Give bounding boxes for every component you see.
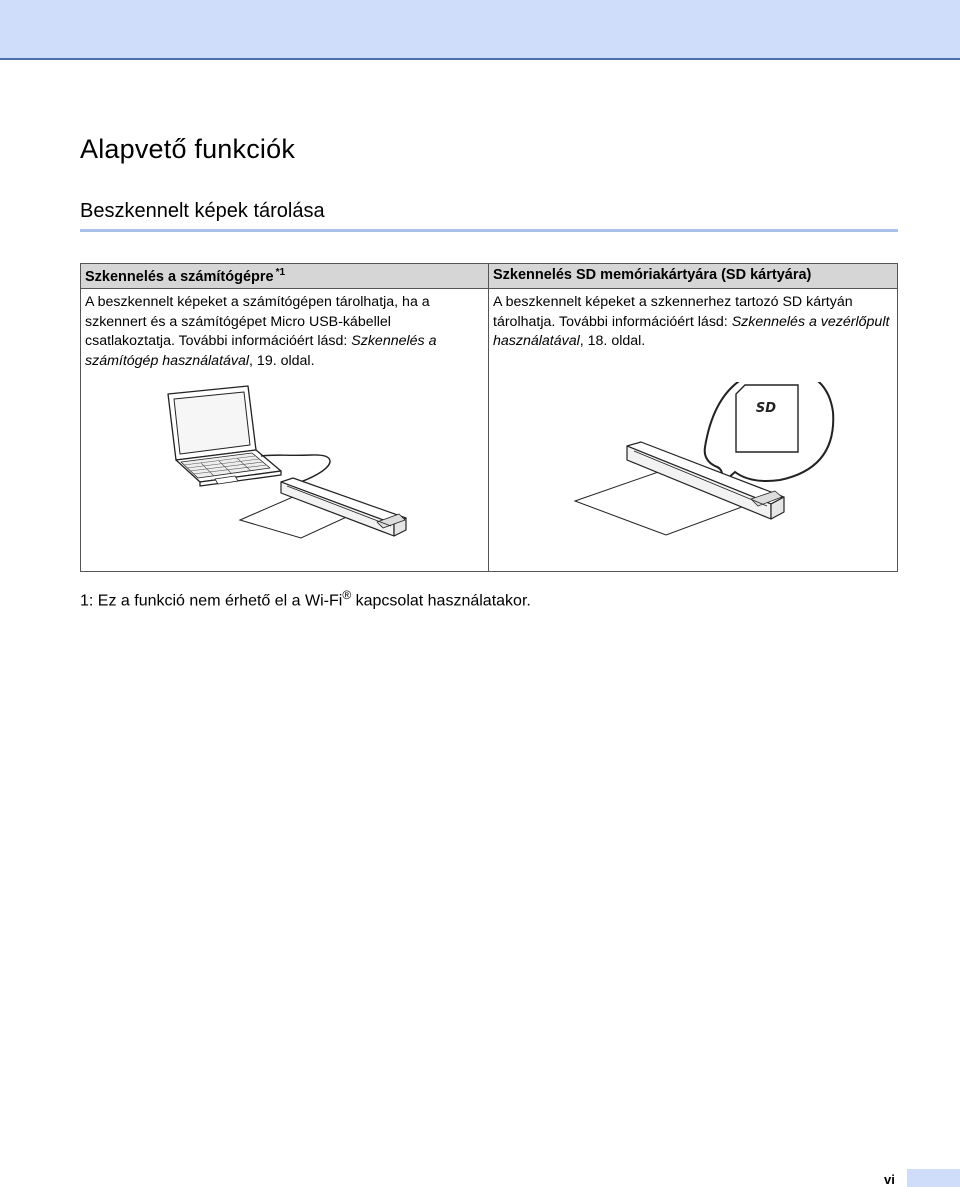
sd-card-icon <box>736 385 798 452</box>
footnote <box>80 588 531 610</box>
section-title: Beszkennelt képek tárolása <box>80 200 325 222</box>
cross-reference-link[interactable]: Szkennelés a számítógép használatával <box>85 333 437 369</box>
column-heading: Szkennelés SD memóriakártyára (SD kártyára) <box>489 264 897 289</box>
scan-to-sd-illustration <box>489 382 897 570</box>
page-reference: , 18. oldal. <box>579 333 646 349</box>
column-description <box>81 289 488 371</box>
laptop-icon <box>168 386 281 486</box>
registered-mark: ® <box>342 588 352 602</box>
description-text: A beszkennelt képeket a szkennerhez tartozó SD kártyán tárolhatja. További információért lásd: <box>493 294 853 330</box>
feature-table <box>80 263 898 572</box>
footnote-text: 1: Ez a funkció nem érhető el a Wi-Fi <box>80 592 343 610</box>
page-number: vi <box>884 1172 895 1187</box>
column-heading <box>81 264 488 289</box>
column-scan-to-pc <box>81 264 489 571</box>
column-scan-to-sd <box>489 264 897 571</box>
description-text: A beszkennelt képeket a számítógépen tárolhatja, ha a szkennert és a számítógépet Micro USB-kábellel csatlakoztatja. További információért lásd: <box>85 294 430 349</box>
cross-reference-link[interactable]: Szkennelés a vezérlőpult használatával <box>493 313 890 349</box>
sd-logo: SD <box>755 401 777 416</box>
column-description <box>489 289 897 352</box>
footnote-marker: *1 <box>275 267 286 278</box>
section-rule <box>80 229 898 232</box>
page-title: Alapvető funkciók <box>80 134 296 164</box>
page-reference: , 19. oldal. <box>249 352 315 369</box>
heading-text: Szkennelés a számítógépre <box>85 268 274 285</box>
scan-to-pc-illustration <box>81 382 489 570</box>
page-tab <box>907 1169 960 1187</box>
page-header-band <box>0 0 960 60</box>
footnote-text-end: kapcsolat használatakor. <box>351 592 531 610</box>
